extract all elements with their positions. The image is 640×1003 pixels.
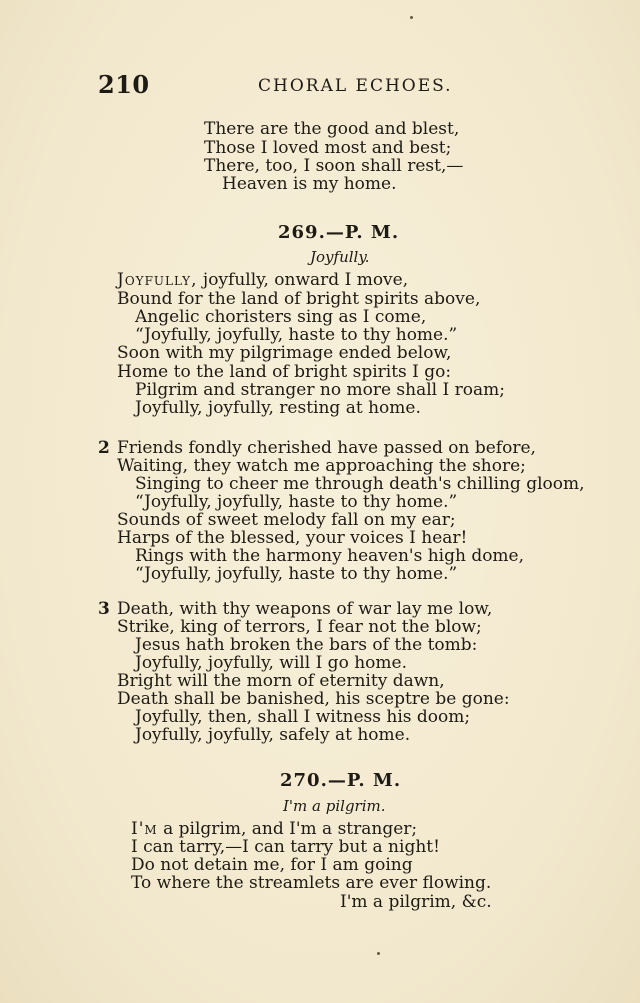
hymn-269-s1-line-7: Pilgrim and stranger no more shall I roam; <box>135 380 505 400</box>
hymn-269-stanza-2-number: 2 <box>98 438 110 458</box>
hymn-269-s2-line-5: Sounds of sweet melody fall on my ear; <box>117 510 456 530</box>
hymn-269-s3-line-8: Joyfully, joyfully, safely at home. <box>135 725 411 745</box>
hymn-270-line-3: Do not detain me, for I am going <box>131 855 413 875</box>
hymn-269-s1-line-8: Joyfully, joyfully, resting at home. <box>135 398 421 418</box>
hymn-269-s1-line-3: Angelic choristers sing as I come, <box>135 307 427 327</box>
ink-speck <box>377 952 380 955</box>
hymn-269-s2-line-8: “Joyfully, joyfully, haste to thy home.” <box>135 564 458 584</box>
hymn-269-first-word: Joyfully, <box>117 270 198 290</box>
page-header <box>98 70 498 100</box>
hymn-270-line-1 <box>131 820 417 838</box>
hymn-269-s1-line-1-rest: joyfully, onward I move, <box>197 270 409 290</box>
hymn-270-line-1-rest: a pilgrim, and I'm a stranger; <box>157 819 418 839</box>
hymn-269-subtitle: Joyfully. <box>310 248 370 266</box>
page-number: 210 <box>98 70 150 99</box>
hymn-270-title: 270.—P. M. <box>280 770 402 791</box>
hymn-269-s1-line-1 <box>117 271 408 289</box>
hymn-269-s1-line-2: Bound for the land of bright spirits above, <box>117 289 481 309</box>
hymn-269-s2-line-2: Waiting, they watch me approaching the shore; <box>117 456 526 476</box>
top-stanza-line-4: Heaven is my home. <box>222 174 397 194</box>
hymn-269-s2-line-6: Harps of the blessed, your voices I hear! <box>117 528 468 548</box>
hymn-270-refrain: I'm a pilgrim, &c. <box>340 892 492 912</box>
running-title: CHORAL ECHOES. <box>258 76 453 96</box>
hymn-270-first-word: I'm <box>131 819 158 839</box>
hymn-270-subtitle: I'm a pilgrim. <box>283 797 386 815</box>
hymn-269-s3-line-3: Jesus hath broken the bars of the tomb: <box>135 635 478 655</box>
hymn-269-stanza-3-number: 3 <box>98 599 110 619</box>
hymn-269-s2-line-4: “Joyfully, joyfully, haste to thy home.” <box>135 492 458 512</box>
top-stanza-line-1: There are the good and blest, <box>204 119 460 139</box>
hymn-269-s2-line-3: Singing to cheer me through death's chilling gloom, <box>135 474 585 494</box>
hymn-269-s2-line-1: Friends fondly cherished have passed on before, <box>117 438 536 458</box>
top-stanza-line-3: There, too, I soon shall rest,— <box>204 156 464 176</box>
hymn-269-s3-line-1: Death, with thy weapons of war lay me low, <box>117 599 493 619</box>
hymn-269-s3-line-7: Joyfully, then, shall I witness his doom; <box>135 707 471 727</box>
ink-speck <box>410 16 413 19</box>
hymn-269-s1-line-5: Soon with my pilgrimage ended below, <box>117 343 452 363</box>
hymn-269-s3-line-6: Death shall be banished, his sceptre be gone: <box>117 689 510 709</box>
hymn-270-line-2: I can tarry,—I can tarry but a night! <box>131 837 440 857</box>
hymn-269-s1-line-4: “Joyfully, joyfully, haste to thy home.” <box>135 325 458 345</box>
top-stanza-line-2: Those I loved most and best; <box>204 138 452 158</box>
hymn-269-title: 269.—P. M. <box>278 222 400 243</box>
hymn-269-s2-line-7: Rings with the harmony heaven's high dome, <box>135 546 525 566</box>
hymn-270-line-4: To where the streamlets are ever flowing. <box>131 873 492 893</box>
hymn-269-s3-line-5: Bright will the morn of eternity dawn, <box>117 671 445 691</box>
hymn-269-s3-line-2: Strike, king of terrors, I fear not the blow; <box>117 617 482 637</box>
hymn-269-s1-line-6: Home to the land of bright spirits I go: <box>117 362 452 382</box>
hymn-269-s3-line-4: Joyfully, joyfully, will I go home. <box>135 653 407 673</box>
